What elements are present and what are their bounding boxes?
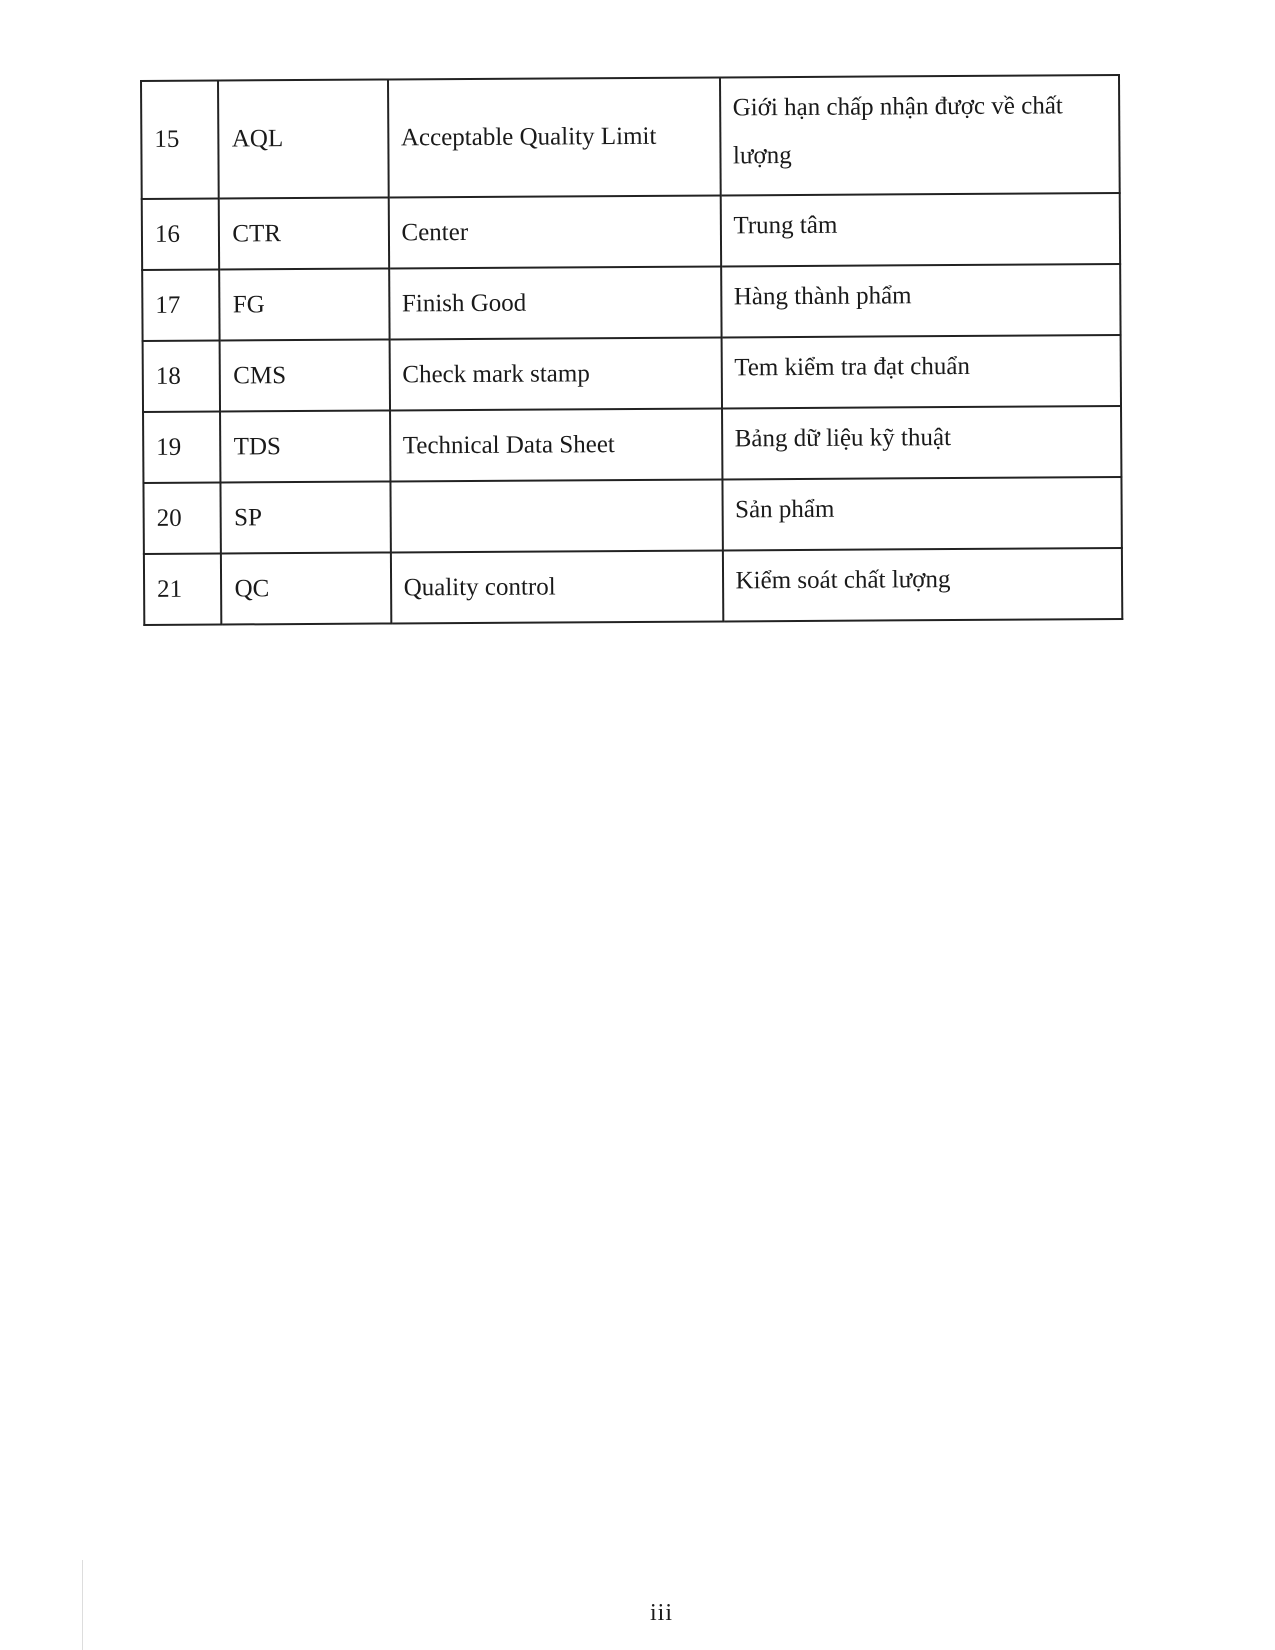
table-row [143, 406, 1121, 483]
abbreviation: QC [221, 552, 391, 624]
table-row [141, 75, 1120, 199]
row-number: 16 [142, 199, 220, 270]
table-row [142, 193, 1120, 270]
row-number: 20 [143, 483, 221, 554]
abbreviation: AQL [218, 79, 388, 198]
vietnamese-term: Trung tâm [720, 193, 1120, 266]
table-row [142, 264, 1120, 341]
abbreviation: TDS [220, 410, 390, 482]
table-row [144, 548, 1122, 625]
abbreviation: SP [221, 481, 391, 553]
row-number: 15 [141, 81, 219, 199]
row-number: 18 [143, 341, 221, 412]
row-number: 19 [143, 412, 221, 483]
abbreviation: CTR [219, 197, 389, 269]
english-term: Technical Data Sheet [390, 408, 722, 481]
abbreviations-table [140, 74, 1123, 626]
vietnamese-term: Sản phẩm [722, 477, 1122, 550]
vietnamese-term: Bảng dữ liệu kỹ thuật [722, 406, 1122, 479]
english-term: Finish Good [389, 266, 721, 339]
row-number: 17 [142, 270, 220, 341]
abbreviation: FG [220, 268, 390, 340]
english-term: Check mark stamp [389, 337, 721, 410]
english-term [390, 479, 722, 552]
scan-edge-mark [82, 1560, 83, 1650]
english-term: Quality control [390, 550, 722, 623]
vietnamese-term: Tem kiểm tra đạt chuẩn [721, 335, 1121, 408]
vietnamese-term: Giới hạn chấp nhận được về chất lượng [719, 75, 1119, 195]
table-row [143, 335, 1121, 412]
vietnamese-term: Hàng thành phẩm [721, 264, 1121, 337]
vietnamese-term: Kiểm soát chất lượng [722, 548, 1122, 621]
page-number: iii [650, 1600, 674, 1626]
english-term: Center [388, 195, 720, 268]
table-row [143, 477, 1121, 554]
row-number: 21 [144, 554, 222, 625]
abbreviation: CMS [220, 339, 390, 411]
english-term: Acceptable Quality Limit [388, 77, 721, 197]
